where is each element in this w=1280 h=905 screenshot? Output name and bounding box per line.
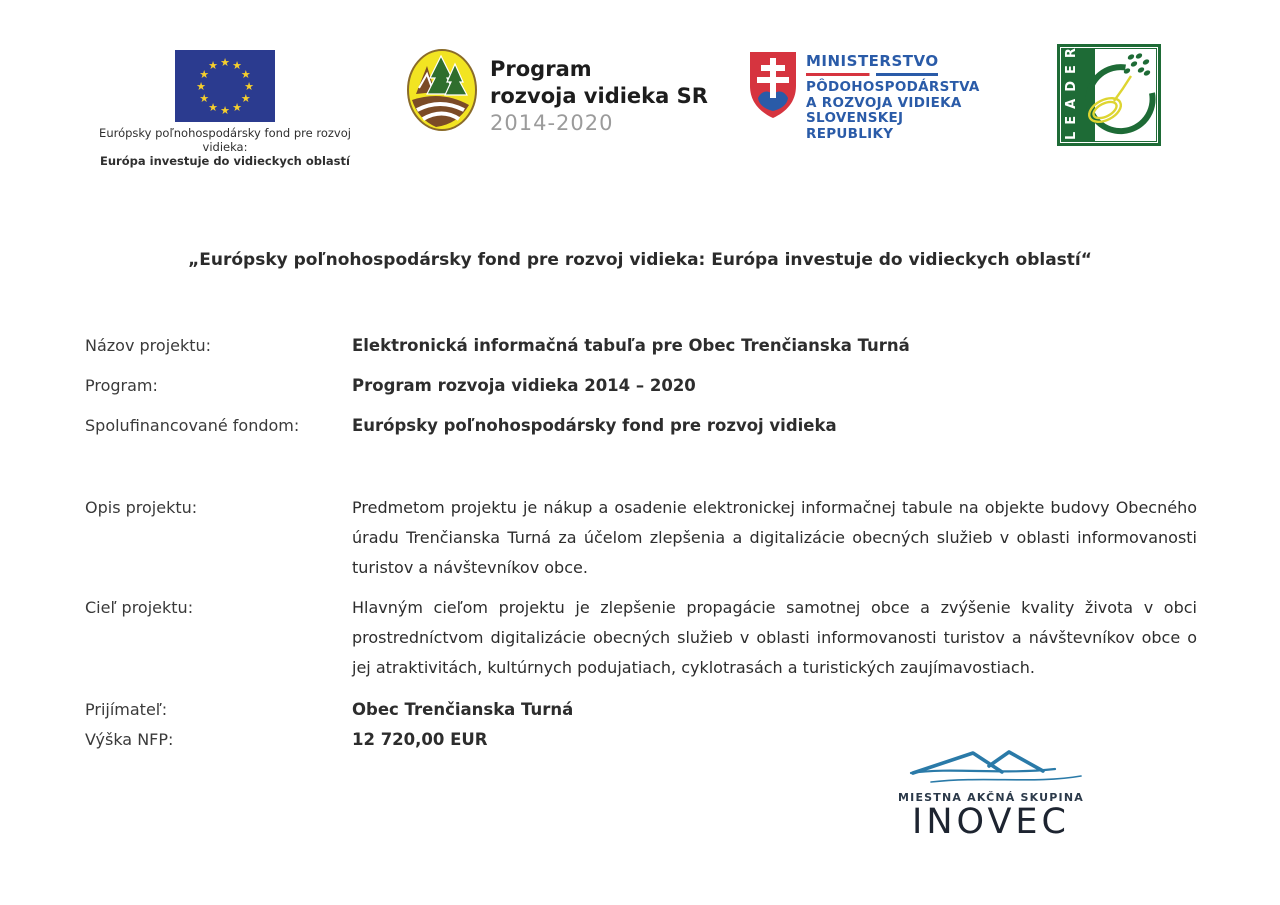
svg-text:★: ★ — [232, 100, 242, 114]
leader-logo-block — [1057, 41, 1161, 146]
field-value: Predmetom projektu je nákup a osadenie elektronickej informačnej tabule na objekte budovy Obecného úradu Trenčianska Turná za účelom zlepšenia a digitalizácie obecných služieb v oblasti informovanosti turistov a návštevníkov obce. — [352, 498, 1197, 577]
svg-text:★: ★ — [208, 100, 218, 114]
field-row-nazov — [85, 331, 1197, 361]
field-row-opis — [85, 493, 1197, 583]
field-label: Cieľ projektu: — [85, 598, 194, 617]
field-label: Výška NFP: — [85, 730, 174, 749]
eu-caption-line2: Európa investuje do vidieckych oblastí — [100, 154, 350, 168]
field-label: Prijímateľ: — [85, 700, 168, 719]
svg-text:★: ★ — [220, 56, 230, 69]
prv-logo-block — [405, 48, 479, 136]
svg-text:★: ★ — [199, 68, 210, 81]
field-value: Program rozvoja vidieka 2014 – 2020 — [352, 376, 696, 395]
field-value: Obec Trenčianska Turná — [352, 700, 574, 719]
field-row-fond — [85, 411, 1197, 441]
prv-title-line1: Program — [490, 57, 592, 81]
leader-wordmark: LEADER — [1064, 41, 1079, 140]
field-label: Opis projektu: — [85, 498, 198, 517]
field-row-program — [85, 371, 1197, 401]
prv-logo-text — [490, 56, 708, 137]
svg-text:★: ★ — [240, 68, 251, 81]
inovec-mountains-icon — [897, 740, 1085, 786]
ministry-line2: PÔDOHOSPODÁRSTVA — [806, 79, 980, 95]
eu-flag-icon — [175, 50, 275, 122]
ministry-logo-block — [748, 50, 798, 124]
prv-years: 2014-2020 — [490, 111, 614, 135]
ministry-line4: SLOVENSKEJ REPUBLIKY — [806, 110, 904, 142]
svg-text:★: ★ — [196, 80, 206, 93]
field-row-prijimatel — [85, 695, 1197, 725]
field-value: 12 720,00 EUR — [352, 730, 488, 749]
slovak-coat-of-arms-icon — [748, 50, 798, 120]
prv-title-line2: rozvoja vidieka SR — [490, 84, 708, 108]
field-label: Program: — [85, 376, 158, 395]
eu-caption-line1: Európsky poľnohospodársky fond pre rozvoj vidieka: — [99, 126, 351, 154]
inovec-logo-block — [897, 740, 1085, 842]
svg-text:★: ★ — [220, 104, 230, 117]
ministry-line1: MINISTERSTVO — [806, 52, 939, 70]
svg-text:★: ★ — [240, 92, 251, 105]
inovec-name: INOVEC — [912, 802, 1070, 842]
ministry-logo-text — [806, 52, 986, 142]
svg-text:★: ★ — [208, 59, 218, 73]
svg-text:★: ★ — [199, 92, 210, 105]
field-value: Európsky poľnohospodársky fond pre rozvoj vidieka — [352, 416, 837, 435]
eu-flag-caption — [95, 126, 355, 168]
eu-flag-logo-block — [95, 50, 355, 168]
field-value: Hlavným cieľom projektu je zlepšenie propagácie samotnej obce a zvýšenie kvality života v obci prostredníctvom digitalizácie obecných služieb v oblasti informovanosti turistov a návštevníkov obce o jej atraktivitách, kultúrnych podujatiach, cyklotrasách a turistických zaujímavostiach. — [352, 598, 1197, 677]
prv-circle-icon — [405, 48, 479, 132]
field-row-ciel — [85, 593, 1197, 683]
field-value: Elektronická informačná tabuľa pre Obec Trenčianska Turná — [352, 336, 910, 355]
tricolor-underline — [806, 73, 938, 76]
inovec-caption: MIESTNA AKČNÁ SKUPINA — [898, 791, 1084, 804]
svg-text:★: ★ — [244, 80, 254, 93]
svg-text:★: ★ — [232, 59, 242, 73]
field-label: Názov projektu: — [85, 336, 212, 355]
field-label: Spolufinancované fondom: — [85, 416, 300, 435]
document-heading: „Európsky poľnohospodársky fond pre rozvoj vidieka: Európa investuje do vidieckych oblastí“ — [188, 250, 1092, 270]
ministry-line3: A ROZVOJA VIDIEKA — [806, 94, 962, 111]
